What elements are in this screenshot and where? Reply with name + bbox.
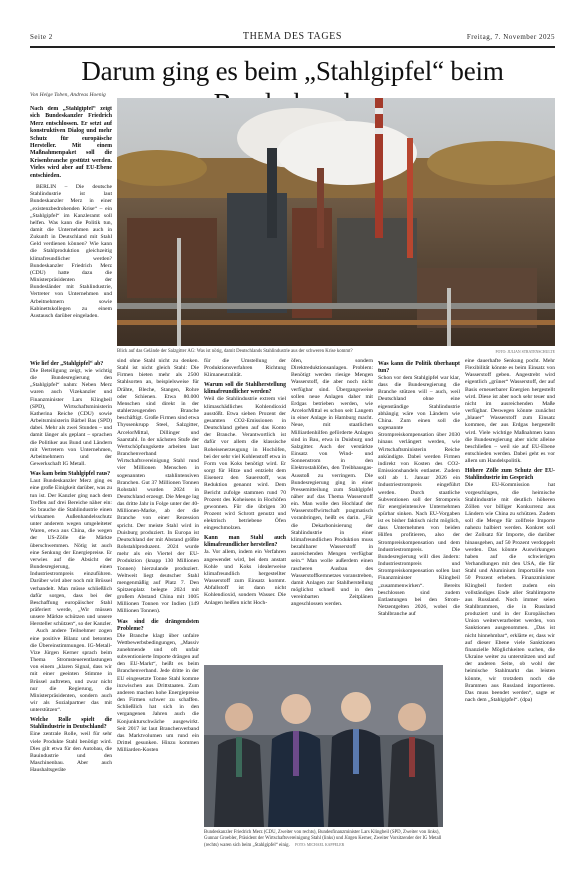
column-1-top: [30, 106, 112, 352]
body-paragraph: Weil die Stahlindustrie extrem viel klimaschädliches Kohlendioxid ausstößt. Etwa sieben Prozent der gesamten CO2-Emissionen in Deutschland gehen auf das Konto der Branche. Verantwortlich ist dafür vor allem die klassische Roheisenerzeugung in Hochöfen, bei der sehr viel Kohlenstoff etwa in Form von Koks benötigt wird. Er sorgt für Hitze und entzieht dem Eisenerz den Sauerstoff, was Reduktion genannt wird. Dem Bericht zufolge stammen rund 70 Prozent des Koheisens in Hochöfen gewonnen. Für die übrigen 30 Prozent wird Schrott genutzt und elektrisch betriebene Öfen eingeschmolzen.: [204, 396, 286, 532]
subheading: Was sind die drängendsten Probleme?: [117, 618, 199, 632]
steel-plant-photo: [117, 98, 555, 346]
page-number: Seite 2: [30, 33, 53, 41]
body-paragraph: BERLIN – Die deutsche Stahlindustrie ist laut Bundeskanzler Merz in einer „existenzbedrohenden Krise“ – ein „Stahlgipfel“ im Kanzleramt soll helfen. Was kann die Politik tun, damit die Unternehmen auch in Zukunft in Deutschland mit Stahl Geld verdienen können? Wie kann die Stahlproduktion gleichzeitig klimafreundlicher werden? Bundeskanzler Friedrich Merz (CDU) hatte dazu die Ministerpräsidenten der Bundesländer mit Stahlindustrie, Vertreter von Unternehmen und Arbeitnehmern sowie Kabinettskollegen zu einem Austausch darüber eingeladen.: [30, 184, 112, 319]
subheading: Warum soll die Stahlherstellung klimafreundlicher werden?: [204, 382, 286, 396]
photo-caption-bottom: [204, 830, 443, 849]
politicians-photo: [204, 665, 443, 827]
issue-date: Freitag, 7. November 2025: [466, 33, 555, 41]
subheading: Wie lief der „Stahlgipfel“ ab?: [30, 361, 104, 367]
byline: Von Helge Toben, Andreas Hoenig: [30, 92, 106, 98]
body-paragraph: Die Beteiligung zeigt, wie wichtig die Bundesregierung den „Stahlgipfel“ nahm: Neben Merz waren auch Vizekanzler und Finanzminister Lars Klingbeil (SPD), Wirtschaftsministerin Katherina Reiche (CDU) sowie Arbeitsministerin Bärbel Bas (SPD) dabei. Mehr als zwei Stunden – und damit länger als geplant – sprachen die Politiker aus Bund und Ländern mit Vertretern von Unternehmen, Arbeitnehmern und der Gewerkschaft IG Metall.: [30, 368, 112, 468]
body-paragraph: für die Umstellung der Produktionsverfahren Richtung Klimaneutralität.: [204, 358, 286, 379]
body-paragraph: Schon vor dem Stahlgipfel war klar, dass die Bundesregierung die Branche stützen will – auch, weil Deutschland ohne eine eigenständige Stahlindustrie abhängig wäre von Ländern wie China. Zum einen soll die sogenannte Strompreiskompensation über 2030 hinaus verlängert werden, wie Wirtschaftsministerin Reiche ankündigte. Dabei werden Firmen indirekt von Kosten des CO2-Emissionshandels entlastet. Zudem soll ab 1. Januar 2026 ein Industriestrompreis eingeführt werden. Durch staatliche Subventionen soll der Strompreis für energieintensive Unternehmen spürbar sinken. Nach EU-Vorgaben ist es bisher faktisch nicht möglich, dass Unternehmen von beiden Hilfen profitieren, also der Strompreiskompensation und dem Industriestrompreis. Die Bundesregierung will dies ändern: Industriestrompreis und Strompreiskompensation sollen laut Finanzminister Klingbeil „zusammenwirken“. Bereits beschlossen sind zudem Entlastungen bei den Strom-Netzentgelten 2026, wobei die Stahlbranche auf: [378, 375, 460, 618]
body-paragraph: öfen, sondern Direktreduktionsanlagen. Problem: Benötigt werden riesige Mengen Wasserstoff, die aber noch nicht verfügbar sind. Übergangsweise sollen neue Anlagen daher mit Erdgas betrieben werden, wie ArcelorMittal es schon seit Langem in einer Anlage in Hamburg macht. Neue, mit staatlichen Milliardenhilfen geförderte Anlagen sind in Bau, etwa in Duisburg und Salzgitter. Auch der verstärkte Einsatz von Wind- und Sonnenstrom in den Elektrostahlöfen, den Treibhausgas-Ausstoß zu verringern. Die Bundesregierung ging in einer Pressemitteilung zum Stahlgipfel näher auf das Thema Wasserstoff ein. Man wolle den Hochlauf der Wasserstoffwirtschaft pragmatisch voranbringen, heißt es darin. „Für die Dekarbonisierung der Stahlindustrie in einer klimafreundlichen Produktion muss bezahlbarer Wasserstoff in ausreichenden Mengen verfügbar sein.“ Man wolle außerdem einen rascheren Ausbau des Wasserstoffkernnetzes voranstreben, damit Anlagen zur Stahlherstellung möglichst schnell und in den vereinbarten Zeitplänen angeschlossen werden.: [291, 358, 373, 608]
body-paragraph: Laut Bundeskanzler Merz ging es eine große Einigkeit darüber, was zu tun ist. Der Kanzler ging nach dem Treffen auf drei Bereiche näher ein: So brauche die Stahlindustrie einen wirksamen Außenhandelsschutz unter anderem wegen umgeleiteter Waren, etwa aus China, die wegen der US-Zölle die Märkte überschwemmen. Nötig ist auch eine Senkung der Energiepreise. Er verwies auf die Absicht der Bundesregierung, einen Industriestrompreis einzuführen. Darüber wird aber noch mit Brüssel verhandelt. Man müsse schließlich dafür sorgen, dass bei der Beschaffung europäischer Stahl präferiert werde, „Wir müssen unsere Märkte schützen und unsere Hersteller schützen“, so der Kanzler.: [30, 478, 112, 628]
section-title: THEMA DES TAGES: [242, 31, 343, 42]
masthead: [30, 30, 555, 48]
column-6: [465, 358, 555, 850]
photo-credit: FOTO: JULIAN STRATENSCHULTE: [495, 350, 555, 354]
body-paragraph: sind ohne Stahl nicht zu denken. Stahl ist nicht gleich Stahl: Die Firmen bieten mehr als 2500 Stahlsorten an, beispielsweise für Drähte, Bleche, Stangen, Rohre oder Schienen. Etwa 80.000 Menschen sind direkt in der stahlerzeugenden Branche beschäftigt. Große Firmen sind etwa Thyssenkrupp Steel, Salzgitter, ArcelorMittal, Dillinger und Saarstahl. In der nächsten Stufe der Wertschöpfungskette arbeiten laut Branchenverband Wirtschaftsvereinigung Stahl rund vier Millionen Menschen in sogenannten stahlintensiven Branchen. Gut 37 Millionen Tonnen Rohstahl wurden 2024 in Deutschland erzeugt. Die Menge lag das dritte Jahr in Folge unter der 40-Millionen-Marke, ab der die Branche von einer Rezession spricht. Der meiste Stahl wird in Duisburg produziert. In Europa ist Deutschland der mit Abstand größte Rohstahlproduzent. 2024 wurde mehr als ein Viertel der EU-Produktion (knapp 130 Millionen Tonnen) hierzulande produziert. Weltweit liegt deutscher Stahl mengenmäßig auf Platz 7. Den Spitzenplatz belegte 2024 mit großem Abstand China mit 1005 Millionen Tonnen vor Indien (149 Millionen Tonnen).: [117, 358, 199, 615]
lead-paragraph: Nach dem „Stahlgipfel“ zeigt sich Bundeskanzler Friedrich Merz entschlossen. Er setzt auf konstruktiven Dialog und mehr Schutz für europäische Hersteller. Mit einem Maßnahmenpaket soll die Krisenbranche gestützt werden. Vieles wird aber auf EU-Ebene entschieden.: [30, 106, 112, 179]
column-4: [291, 358, 373, 660]
subheading: Welche Rolle spielt die Stahlindustrie in Deutschland?: [30, 717, 112, 731]
body-paragraph: Auch andere Teilnehmer zogen eine positive Bilanz und betonten die Übereinstimmungen. IG-Metall-Vize Jürgen Kerner sprach beim Thema Stromsteuerentlastungen von einem „klaren Signal, dass wir mit einer geeinten Stimme in Brüssel auftreten, und zwar nicht nur die Regierung, die Ministerpräsidenten, sondern auch wir als Sozialpartner das mit unterstützen“.: [30, 628, 112, 714]
caption-text: Blick auf das Gelände der Salzgitter AG: Was ist nötig, damit Deutschlands Stahlindustrie aus der schweren Krise kommt?: [117, 349, 353, 354]
subheading: Was kam beim Stahlgipfel raus?: [30, 471, 111, 478]
subheading: Was kann die Politik überhaupt tun?: [378, 361, 460, 374]
body-paragraph: eine dauerhafte Senkung pocht. Mehr Flexibilität könnte es beim Einsatz von Wasserstoff geben. Angestrebt wird eigentlich „grüner“ Wasserstoff, der auf Basis erneuerbarer Energien hergestellt wird. Diese ist aber noch sehr teuer und nicht im ausreichenden Maße verfügbar. Deswegen könnte zunächst „blauer“ Wasserstoff zum Einsatz kommen, der aus Erdgas hergestellt wird. Viele wichtige Maßnahmen kann die Bundesregierung aber nicht alleine beschließen – weil sie auf EU-Ebene entschieden werden. Dabei geht es vor allem um Handelspolitik.: [465, 358, 555, 465]
column-1-bottom: [30, 358, 112, 850]
photo-caption-top: [117, 349, 555, 355]
subheading: Höhere Zölle zum Schutz der EU-Stahlindustrie im Gespräch: [465, 468, 555, 482]
photo-credit: FOTO: MICHAEL KAPPELER: [294, 843, 345, 847]
body-paragraph: Ja. Vor allem, indem ein Verfahren angewendet wird, bei dem anstatt Kohle und Koks idealerweise klimafreundlich hergestellter Wasserstoff zum Einsatz kommt. Abfallstoff ist dann nicht Kohlendioxid, sondern Wasser. Die Anlagen heißen nicht Hoch-: [204, 549, 286, 606]
body-paragraph: Die Branche klagt über unfaire Wettbewerbsbedingungen, „Massiv zunehmende und oft unfair subventionierte Importe drängen auf den EU-Markt“, heißt es beim Branchenverband. Jede dritte in der EU eingesetzte Tonne Stahl komme inzwischen aus Drittstaaten. Zum anderen machen hohe Energiepreise den Firmen schwer zu schaffen. Schließlich hat sich in den vergangenen Jahren auch die Konjunkturschwäche ausgewirkt. Seit 2017 ist laut Branchenverband das Marktvolumen um rund ein Drittel gesunken. Hinzu kommen Milliarden-Kosten: [117, 632, 199, 754]
subheading: Kann man Stahl auch klimafreundlicher herstellen?: [204, 535, 286, 549]
body-paragraph: Die EU-Kommission hat vorgeschlagen, die heimische Stahlindustrie mit deutlich höheren Zöllen vor billiger Konkurrenz aus Ländern wie China zu schützen. Zudem soll die Menge für zollfreie Importe nahezu halbiert werden. Konkret soll der Zollsatz für Importe, die darüber hinausgehen, auf 50 Prozent verdoppelt werden. Das könnte Auswirkungen haben auf die schwierigen Verhandlungen mit den USA, die für Stahl und Aluminium Importzölle von 50 Prozent erheben. Finanzminister Klingbeil fordert zudem ein vollständiges Ende aller Stahlimporte aus Russland. Noch immer seien Stahlbrammen, die in Russland produziert und in der Europäischen Union weiterverarbeitet werden, von Sanktionen ausgenommen. „Das ist nicht hinnehmbar“, erklärte er, dass wir auf dieser Ebene viele Sanktionen finanzielle Möglichkeiten suchen, die Ukraine weiter zu unterstützen und auf der anderen Seite, ob wohl der heimische Stahlmarkt das leisten könnte, wir trotzdem noch die Brammen aus Russland importieren. Das muss beendet werden“, sagte er nach dem „Stahlgipfel“. (dpa): [465, 482, 555, 704]
column-2: [117, 358, 199, 850]
caption-text: Bundeskanzler Friedrich Merz (CDU, Zweiter von rechts), Bundesfinanzminister Lars Klingbeil (SPD, Zweiter von links), Gunnar Groebler, Präsident der Wirtschaftsvereinigung Stahl (links) und Jürgen Kerner, Zweiter Vorsitzender der IG Metall (rechts) waren sich beim „Stahlgipfel“ einig.: [204, 830, 442, 848]
body-paragraph: Eine zentrale Rolle, weil für sehr viele Produkte Stahl benötigt wird. Dies gilt etwa für den Autobau, die Bauindustrie und den Maschinenbau. Aber auch Haushaltsgeräte: [30, 731, 112, 774]
headline: Darum ging es beim „Stahlgipfel“ beim: [81, 56, 504, 86]
column-3: [204, 358, 286, 660]
